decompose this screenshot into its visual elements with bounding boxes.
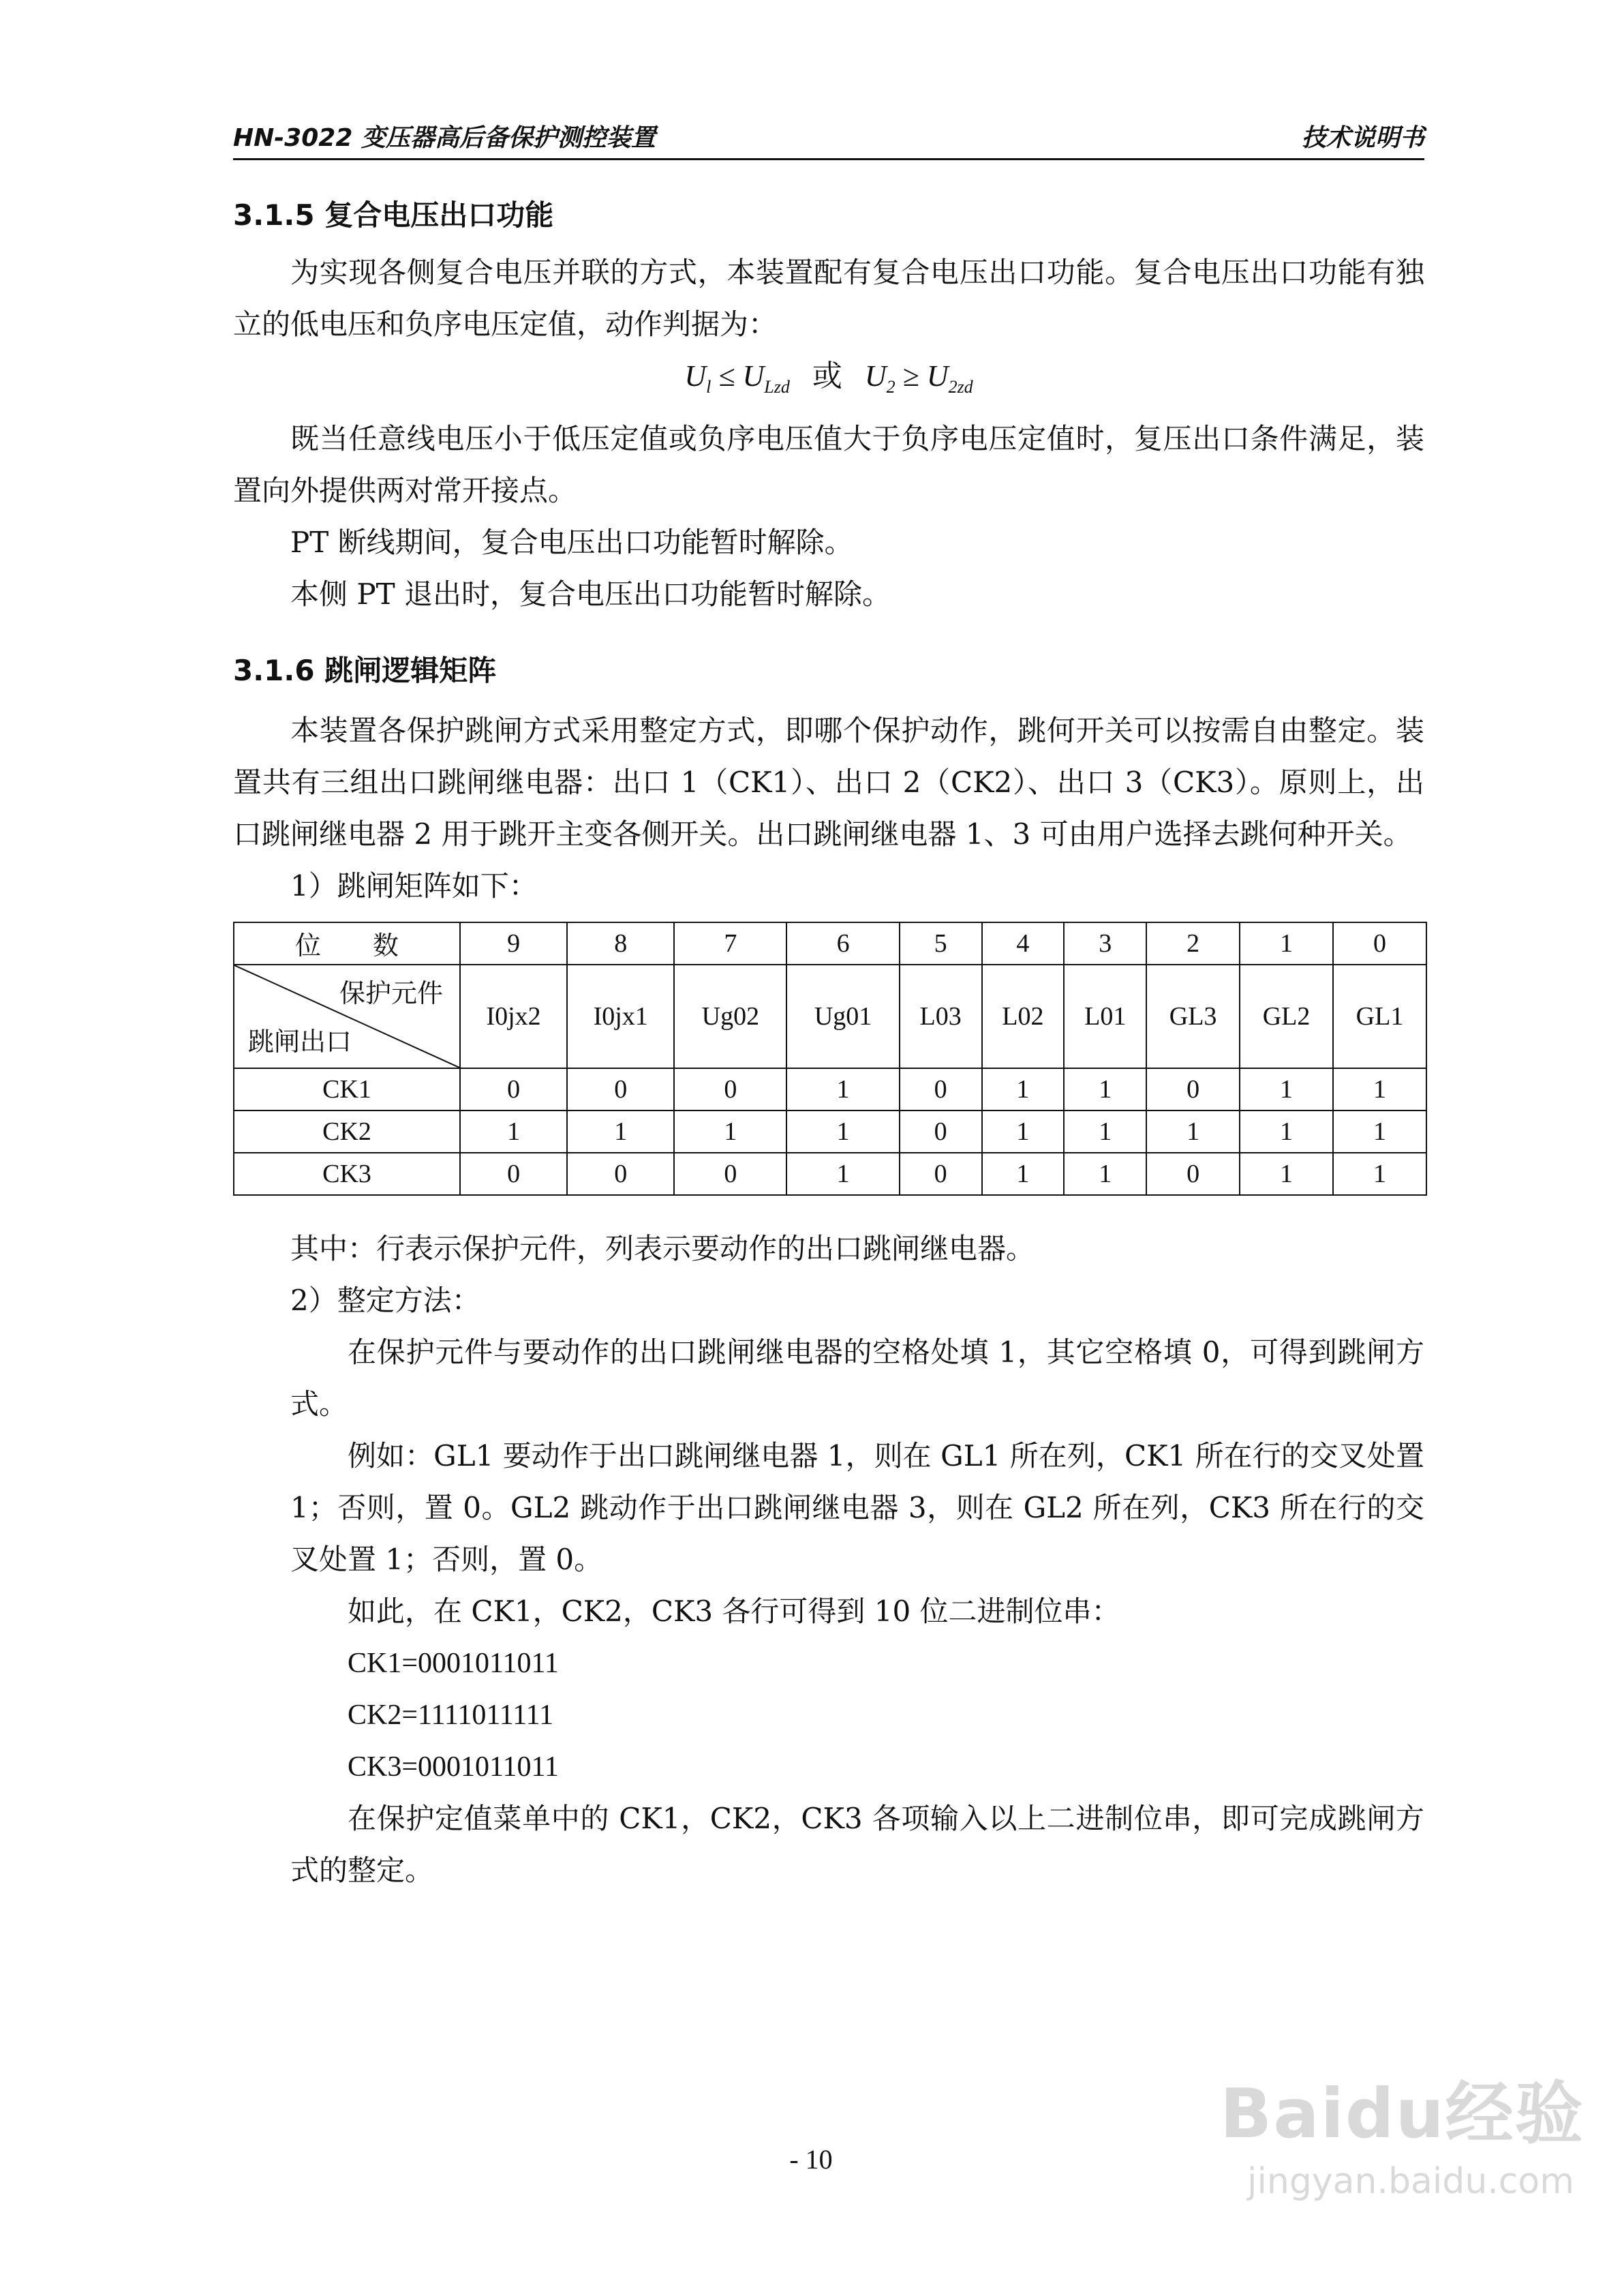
table-cell: 1 [786,1111,899,1153]
table-cell: 1 [786,1068,899,1111]
table-cell: 0 [567,1153,674,1195]
watermark-logo: Baidu经验 [1220,2074,1585,2154]
list-item: 1）跳闸矩阵如下： [290,868,538,903]
table-cell: 位 数 [234,922,460,965]
table-cell: 0 [900,1153,982,1195]
table-cell: L02 [982,965,1065,1068]
table-cell: GL2 [1240,965,1333,1068]
bit-string: CK2=1111011111 [348,1699,554,1731]
paragraph: 例如：GL1 要动作于出口跳闸继电器 1，则在 GL1 所在列，CK1 所在行的交叉处置 1；否则，置 0。GL2 跳动作于出口跳闸继电器 3，则在 GL2 所在列，CK3 所在行的交叉处置 1；否则，置 0。 [290,1438,1424,1576]
table-row [234,965,1426,1068]
table-cell: 0 [1146,1068,1240,1111]
table-cell: 0 [460,1068,567,1111]
bit-string: CK1=0001011011 [348,1647,559,1679]
table-cell: 4 [982,922,1065,965]
section-3-1-5-title: 3.1.5 复合电压出口功能 [233,198,554,232]
paragraph: 为实现各侧复合电压并联的方式，本装置配有复合电压出口功能。复合电压出口功能有独立的低电压和负序电压定值，动作判据为： [233,256,1424,341]
table-cell: 0 [460,1153,567,1195]
table-cell: 7 [674,922,786,965]
header-title: HN-3022 变压器高后备保护测控装置 [233,124,656,152]
page-content [233,184,1424,1897]
formula: $U_l \le U_{Lzd}$ 或 $U_2 \ge U_{2zd}$ [684,359,973,397]
table-cell: 1 [1064,1153,1146,1195]
table-cell: 9 [460,922,567,965]
paragraph: 其中：行表示保护元件，列表示要动作的出口跳闸继电器。 [290,1231,1035,1265]
table-row [234,1153,1426,1195]
table-cell: CK1 [234,1068,460,1111]
table-cell: 1 [982,1111,1065,1153]
table-cell: 1 [982,1068,1065,1111]
table-cell: 1 [1333,1068,1426,1111]
bit-string: CK3=0001011011 [348,1751,559,1783]
table-cell: GL1 [1333,965,1426,1068]
table-row [234,922,1426,965]
table-cell: 1 [982,1153,1065,1195]
table-cell: 0 [567,1068,674,1111]
paragraph: 在保护元件与要动作的出口跳闸继电器的空格处填 1，其它空格填 0，可得到跳闸方式。 [290,1335,1424,1421]
table-cell: 1 [674,1111,786,1153]
table-cell: 1 [1240,1153,1333,1195]
table-cell: 0 [674,1153,786,1195]
table-cell: 1 [786,1153,899,1195]
table-cell: 6 [786,922,899,965]
table-cell: 1 [567,1111,674,1153]
table-cell: L01 [1064,965,1146,1068]
diagonal-header-cell [234,965,460,1068]
table-cell: 1 [460,1111,567,1153]
table-cell: 1 [1064,1111,1146,1153]
table-cell: Ug02 [674,965,786,1068]
diag-bottom-label: 跳闸出口 [248,1026,352,1057]
paragraph: 在保护定值菜单中的 CK1，CK2，CK3 各项输入以上二进制位串，即可完成跳闸方式的整定。 [290,1801,1424,1887]
section-3-1-6-title: 3.1.6 跳闸逻辑矩阵 [233,653,497,687]
table-row [234,1111,1426,1153]
page-header [233,115,1424,160]
header-doc-type: 技术说明书 [1301,124,1424,152]
table-cell: CK3 [234,1153,460,1195]
table-cell: I0jx1 [567,965,674,1068]
diag-top-label: 保护元件 [339,978,443,1008]
trip-matrix-table [233,922,1427,1196]
page-number: - 10 [789,2144,833,2175]
table-cell: 8 [567,922,674,965]
table-cell: CK2 [234,1111,460,1153]
table-cell: 1 [1064,1068,1146,1111]
table-cell: 1 [1333,1153,1426,1195]
table-cell: 0 [674,1068,786,1111]
table-cell: 1 [1146,1111,1240,1153]
table-cell: 5 [900,922,982,965]
paragraph: 本侧 PT 退出时，复合电压出口功能暂时解除。 [290,577,891,611]
table-cell: 2 [1146,922,1240,965]
table-cell: 3 [1064,922,1146,965]
table-cell: 0 [900,1068,982,1111]
table-cell: GL3 [1146,965,1240,1068]
table-cell: L03 [900,965,982,1068]
paragraph: 本装置各保护跳闸方式采用整定方式，即哪个保护动作，跳何开关可以按需自由整定。装置共有三组出口跳闸继电器：出口 1（CK1）、出口 2（CK2）、出口 3（CK3）。原则上，出口跳闸继电器 2 用于跳开主变各侧开关。出口跳闸继电器 1、3 可由用户选择去跳何种开关。 [233,713,1425,851]
table-row [234,1068,1426,1111]
table-cell: Ug01 [786,965,899,1068]
table-cell: I0jx2 [460,965,567,1068]
list-item: 2）整定方法： [290,1283,480,1317]
table-cell: 1 [1240,922,1333,965]
paragraph: 既当任意线电压小于低压定值或负序电压值大于负序电压定值时，复压出口条件满足，装置向外提供两对常开接点。 [233,421,1424,507]
paragraph: PT 断线期间，复合电压出口功能暂时解除。 [290,525,853,559]
watermark-url: jingyan.baidu.com [1247,2161,1574,2202]
paragraph: 如此，在 CK1，CK2，CK3 各行可得到 10 位二进制位串： [348,1594,1120,1628]
table-cell: 1 [1333,1111,1426,1153]
table-cell: 0 [900,1111,982,1153]
table-cell: 1 [1240,1068,1333,1111]
table-cell: 0 [1333,922,1426,965]
table-cell: 1 [1240,1111,1333,1153]
watermark [1220,2059,1585,2236]
table-cell: 0 [1146,1153,1240,1195]
